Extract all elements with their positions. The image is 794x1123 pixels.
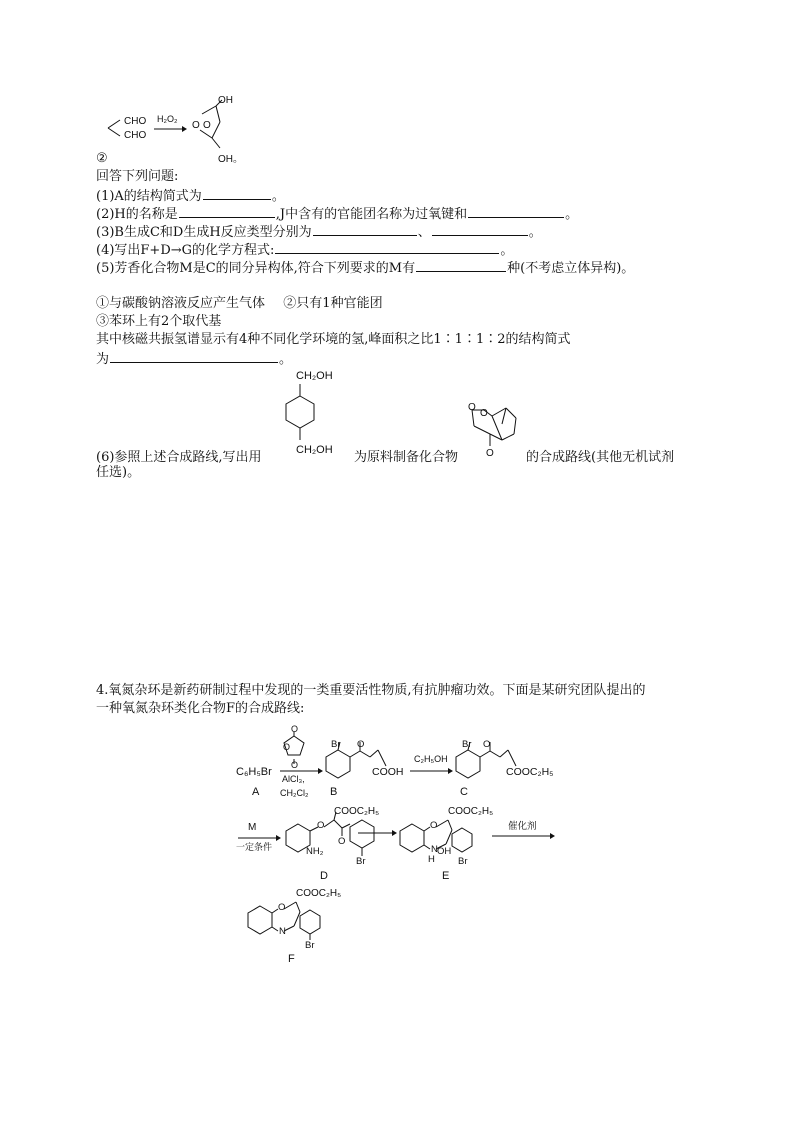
compound-e-ester: COOC₂H₅ — [448, 806, 494, 817]
compound-e-nitrogen: N — [431, 844, 438, 855]
bicyclic-oxygen-1: O — [468, 402, 476, 413]
compound-a-label: A — [252, 786, 260, 798]
arrow-b-to-c — [410, 768, 454, 776]
answer-blank-2b[interactable] — [468, 204, 564, 218]
compound-c-ester: COOC₂H₅ — [506, 766, 554, 778]
compound-e-bromine: Br — [458, 856, 468, 867]
question-6a: (6)参照上述合成路线,写出用 — [96, 450, 262, 465]
compound-f-ether-oxygen: O — [278, 902, 286, 913]
bicyclic-carbonyl-oxygen: O — [486, 448, 494, 459]
compound-e-hydroxyl: OH — [437, 846, 452, 857]
condition-catalyst: 催化剂 — [508, 821, 537, 832]
compound-c-oxygen: O — [483, 739, 491, 750]
compound-d-bromine: Br — [356, 856, 366, 867]
compound-d-ketone-oxygen: O — [338, 836, 346, 847]
compound-f-ester: COOC₂H₅ — [296, 888, 342, 899]
problem-4-intro: 4.氧氮杂环是新药研制过程中发现的一类重要活性物质,有抗肿瘤功效。下面是某研究团队提出的 — [96, 683, 646, 698]
reaction-marker: ② — [96, 151, 108, 166]
compound-d-amine: NH₂ — [306, 846, 324, 857]
compound-f-label: F — [288, 953, 295, 965]
question-6c: 的合成路线(其他无机试剂 — [526, 450, 675, 465]
reagent-ethanol: C₂H₅OH — [414, 754, 448, 764]
answer-blank-4[interactable] — [275, 240, 499, 254]
questions-intro: 回答下列问题: — [96, 169, 179, 184]
question-6b: 为原料制备化合物 — [354, 450, 459, 465]
compound-d-label: D — [320, 870, 328, 882]
nmr-answer-line: 为 。 — [96, 349, 292, 368]
compound-b-oxygen: O — [357, 739, 365, 750]
condition-certain: 一定条件 — [236, 842, 273, 852]
compound-d-ester: COOC₂H₅ — [334, 806, 380, 817]
question-2: (2)H的名称是 ,J中含有的官能团名称为过氧键和 。 — [96, 204, 578, 223]
reactant-cho-top: CHO — [124, 116, 147, 127]
compound-f-nitrogen: N — [279, 926, 286, 937]
question-3: (3)B生成C和D生成H反应类型分别为 、 。 — [96, 222, 542, 241]
arrow-e-to-f — [492, 833, 558, 841]
ch2oh-bottom: CH₂OH — [296, 444, 333, 456]
compound-b-label: B — [330, 786, 338, 798]
anhydride-oxygen-top: O — [291, 724, 299, 734]
condition-2: ②只有1种官能团 — [283, 296, 383, 311]
anhydride-oxygen-ring: O — [283, 742, 291, 752]
answer-blank-1[interactable] — [203, 186, 271, 200]
ch2oh-top: CH₂OH — [296, 370, 333, 382]
answer-blank-3a[interactable] — [313, 222, 417, 236]
nmr-statement: 其中核磁共振氢谱显示有4种不同化学环境的氢,峰面积之比1∶1∶1∶2的结构简式 — [96, 332, 571, 347]
reagent-m: M — [248, 822, 257, 833]
answer-blank-nmr[interactable] — [110, 349, 278, 363]
compound-c-bromine: Br — [462, 739, 472, 750]
hydroxyl-bottom: OH。 — [218, 154, 243, 165]
hydroxyl-top: OH — [218, 95, 233, 106]
compound-c-label: C — [460, 786, 468, 798]
condition-3: ③苯环上有2个取代基 — [96, 314, 222, 329]
reagent-h2o2: H₂O₂ — [157, 114, 178, 124]
reaction-arrow-h2o2 — [154, 126, 188, 134]
condition-line-1 — [96, 295, 383, 312]
compound-b-cooh: COOH — [372, 766, 404, 778]
answer-blank-2a[interactable] — [179, 204, 275, 218]
reactant-cho-bottom: CHO — [124, 130, 147, 141]
condition-alcl3: AlCl₃, — [282, 774, 305, 784]
question-6d: 任选)。 — [96, 465, 141, 480]
question-5: (5)芳香化合物M是C的同分异构体,符合下列要求的M有 种(不考虑立体异构)。 — [96, 258, 634, 277]
compound-a-formula: C₆H₅Br — [236, 766, 272, 778]
question-4: (4)写出F+D→G的化学方程式: 。 — [96, 240, 513, 259]
condition-ch2cl2: CH₂Cl₂ — [280, 788, 309, 798]
compound-e-ether-oxygen: O — [430, 820, 438, 831]
condition-1: ①与碳酸钠溶液反应产生气体 — [96, 296, 266, 311]
bicyclic-oxygen-2: O — [480, 408, 488, 419]
problem-4-intro-2: 一种氧氮杂环类化合物F的合成路线: — [96, 701, 305, 716]
compound-e-label: E — [442, 870, 450, 882]
ring-oxygen-2: O — [203, 120, 211, 131]
answer-blank-3b[interactable] — [432, 222, 528, 236]
answer-blank-5[interactable] — [416, 258, 506, 272]
compound-e-hydrogen: H — [428, 854, 435, 865]
arrow-d-to-e — [358, 830, 398, 838]
compound-b-bromine: Br — [331, 739, 341, 750]
anhydride-oxygen-bottom: O — [291, 760, 299, 770]
question-1: (1)A的结构简式为 。 — [96, 186, 285, 205]
ring-oxygen-1: O — [192, 120, 200, 131]
compound-f-bromine: Br — [305, 940, 315, 951]
compound-d-ether-oxygen: O — [317, 820, 325, 831]
